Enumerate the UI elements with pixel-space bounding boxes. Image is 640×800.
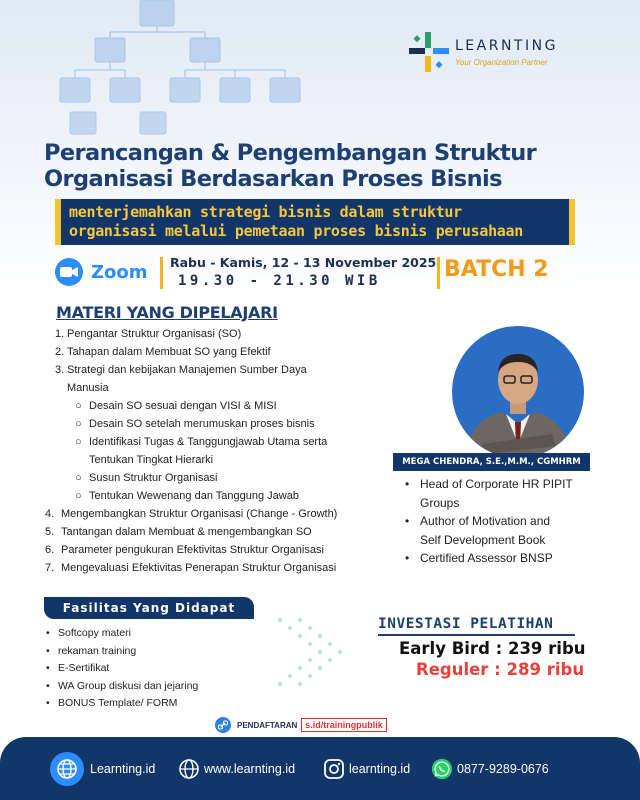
divider-bar bbox=[160, 257, 163, 289]
footer-site-id-text: Learnting.id bbox=[90, 762, 156, 776]
subtitle-banner bbox=[55, 199, 575, 245]
list-item: 1. Pengantar Struktur Organisasi (SO) bbox=[55, 328, 242, 340]
chevron-decoration-icon bbox=[270, 600, 360, 710]
early-bird-price: Early Bird : 239 ribu bbox=[399, 639, 586, 658]
list-item: • rekaman training bbox=[46, 644, 137, 657]
sub-list-item: ○ Desain SO sesuai dengan VISI & MISI bbox=[75, 400, 277, 412]
footer-instagram-text: learnting.id bbox=[349, 762, 411, 776]
learnting-logo bbox=[407, 30, 577, 80]
page-title bbox=[44, 140, 604, 192]
list-item: 2. Tahapan dalam Membuat SO yang Efektif bbox=[55, 346, 271, 358]
fasilitas-list bbox=[46, 625, 286, 713]
sub-list-item: ○ Tentukan Wewenang dan Tanggung Jawab bbox=[75, 490, 299, 502]
list-item: • E-Sertifikat bbox=[46, 662, 110, 675]
materi-heading: MATERI YANG DIPELAJARI bbox=[56, 303, 278, 322]
batch-label: BATCH 2 bbox=[444, 257, 549, 282]
footer-site-id[interactable] bbox=[50, 752, 155, 786]
title-line-2: Organisasi Berdasarkan Proses Bisnis bbox=[44, 166, 502, 192]
instagram-icon bbox=[323, 758, 345, 780]
role-item: • Author of Motivation and Self Development Book bbox=[405, 514, 551, 547]
event-time: 19.30 - 21.30 WIB bbox=[178, 273, 381, 289]
list-item: 4. Mengembangkan Struktur Organisasi (Change - Growth) bbox=[45, 508, 338, 520]
speaker-photo bbox=[452, 326, 584, 458]
list-item-continuation: Manusia bbox=[67, 382, 109, 394]
subtitle-line-1: menterjemahkan strategi bisnis dalam struktur bbox=[69, 203, 462, 221]
sub-list-item: ○ Susun Struktur Organisasi bbox=[75, 472, 218, 484]
fasilitas-heading: Fasilitas Yang Didapat bbox=[44, 597, 254, 619]
learnting-logo-icon bbox=[407, 30, 449, 72]
sub-list-item: ○ Desain SO setelah merumuskan proses bisnis bbox=[75, 418, 315, 430]
whatsapp-icon bbox=[431, 758, 453, 780]
materi-list bbox=[45, 325, 385, 577]
globe-icon bbox=[50, 752, 84, 786]
speaker-roles bbox=[405, 475, 595, 568]
zoom-platform bbox=[55, 257, 148, 287]
event-date: Rabu - Kamis, 12 - 13 November 2025 bbox=[170, 255, 437, 270]
footer-whatsapp-text: 0877-9289-0676 bbox=[457, 762, 549, 776]
reguler-price: Reguler : 289 ribu bbox=[416, 660, 585, 679]
role-item: • Certified Assessor BNSP bbox=[405, 551, 553, 565]
list-item: • BONUS Template/ FORM bbox=[46, 697, 178, 710]
footer-website-text: www.learnting.id bbox=[204, 762, 296, 776]
zoom-camera-icon bbox=[55, 258, 83, 286]
speaker-name: MEGA CHENDRA, S.E.,M.M., CGMHRM bbox=[393, 453, 590, 471]
zoom-label: Zoom bbox=[91, 261, 148, 283]
pendaftaran-label: PENDAFTARAN bbox=[237, 720, 298, 730]
pendaftaran-link[interactable]: s.id/trainingpublik bbox=[301, 718, 387, 732]
investasi-underline bbox=[378, 634, 575, 636]
footer-website[interactable] bbox=[178, 752, 295, 786]
pendaftaran bbox=[215, 716, 387, 734]
sub-list-item-continuation: Tentukan Tingkat Hierarki bbox=[89, 454, 214, 466]
link-icon bbox=[215, 717, 231, 733]
list-item: 3. Strategi dan kebijakan Manajemen Sumber Daya bbox=[55, 364, 307, 376]
list-item: 7. Mengevaluasi Efektivitas Penerapan Struktur Organisasi bbox=[45, 562, 337, 574]
title-line-1: Perancangan & Pengembangan Struktur bbox=[44, 140, 537, 166]
divider-bar bbox=[437, 257, 440, 289]
role-item: • Head of Corporate HR PIPIT Groups bbox=[405, 477, 573, 510]
subtitle-line-2: organisasi melalui pemetaan proses bisnis perusahaan bbox=[69, 222, 524, 240]
speaker-portrait-icon bbox=[452, 326, 584, 458]
list-item: 5. Tantangan dalam Membuat & mengembangkan SO bbox=[45, 526, 312, 538]
sub-list-item: ○ Identifikasi Tugas & Tanggungjawab Utama serta bbox=[75, 436, 328, 448]
logo-tagline: Your Organization Partner bbox=[455, 58, 548, 67]
footer-instagram[interactable] bbox=[323, 752, 410, 786]
list-item: 6. Parameter pengukuran Efektivitas Struktur Organisasi bbox=[45, 544, 324, 556]
investasi-heading: INVESTASI PELATIHAN bbox=[378, 616, 554, 632]
www-globe-icon bbox=[178, 758, 200, 780]
footer-whatsapp[interactable] bbox=[431, 752, 549, 786]
logo-name: LEARNTING bbox=[455, 38, 558, 54]
list-item: • Softcopy materi bbox=[46, 627, 131, 639]
org-chart-illustration bbox=[40, 0, 340, 140]
list-item: • WA Group diskusi dan jejaring bbox=[46, 679, 199, 692]
